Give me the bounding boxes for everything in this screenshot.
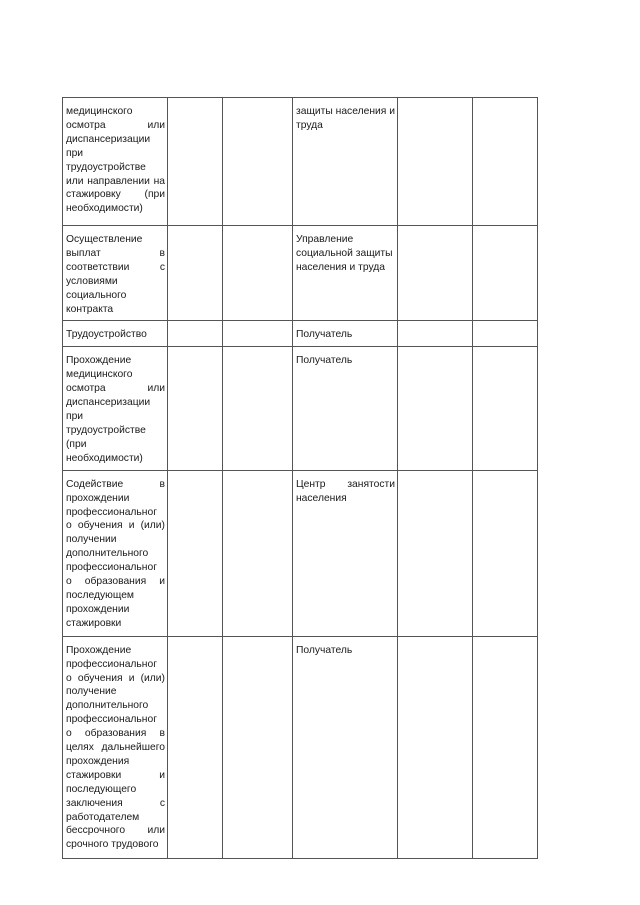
event-text: Содействие в прохождении профессиональног о обучения и (или) получении дополнительного профессиональног о образования и последующем прохождении стажировки (66, 478, 165, 629)
empty-cell (168, 470, 223, 636)
responsible-text: Управление социальной защиты населения и труда (296, 234, 393, 273)
empty-cell (223, 347, 293, 470)
event-cell (63, 347, 168, 470)
event-cell (63, 636, 168, 858)
event-cell (63, 470, 168, 636)
event-text: Прохождение медицинского осмотра или диспансеризации при трудоустройстве (при необходимости) (66, 355, 165, 464)
empty-cell (398, 226, 473, 321)
event-text: Прохождение профессиональног о обучения и (или) получение дополнительного профессиональног о образования в целях дальнейшего прохождения стажировки и последующего заключения с работодателем бессрочного или срочного трудового (66, 644, 165, 851)
responsible-text: защиты населения и труда (296, 106, 395, 131)
responsible-cell (293, 98, 398, 226)
responsible-cell (293, 321, 398, 347)
responsible-text: Получатель (296, 355, 353, 367)
event-cell (63, 226, 168, 321)
empty-cell (473, 98, 538, 226)
responsible-cell (293, 226, 398, 321)
empty-cell (223, 226, 293, 321)
event-text: Осуществление выплат в соответствии с условиями социального контракта (66, 234, 165, 315)
empty-cell (398, 347, 473, 470)
empty-cell (398, 636, 473, 858)
plan-table (62, 97, 538, 859)
responsible-cell (293, 470, 398, 636)
empty-cell (473, 636, 538, 858)
empty-cell (223, 470, 293, 636)
table-row (63, 347, 538, 470)
empty-cell (168, 321, 223, 347)
empty-cell (223, 98, 293, 226)
empty-cell (398, 321, 473, 347)
event-cell (63, 321, 168, 347)
responsible-text: Центр занятости населения (296, 478, 395, 504)
empty-cell (168, 226, 223, 321)
empty-cell (168, 347, 223, 470)
table-row (63, 321, 538, 347)
event-text: Трудоустройство (66, 329, 147, 341)
responsible-cell (293, 347, 398, 470)
responsible-cell (293, 636, 398, 858)
table-row (63, 98, 538, 226)
empty-cell (473, 226, 538, 321)
empty-cell (473, 321, 538, 347)
responsible-text: Получатель (296, 329, 353, 341)
table-row (63, 636, 538, 858)
table-row (63, 470, 538, 636)
responsible-text: Получатель (296, 644, 353, 656)
empty-cell (168, 98, 223, 226)
empty-cell (473, 347, 538, 470)
empty-cell (168, 636, 223, 858)
empty-cell (473, 470, 538, 636)
empty-cell (398, 470, 473, 636)
empty-cell (223, 321, 293, 347)
event-text: медицинского осмотра или диспансеризации при трудоустройстве или направлении на стажировку (при необходимости) (66, 106, 165, 215)
event-cell (63, 98, 168, 226)
empty-cell (223, 636, 293, 858)
empty-cell (398, 98, 473, 226)
table-row (63, 226, 538, 321)
